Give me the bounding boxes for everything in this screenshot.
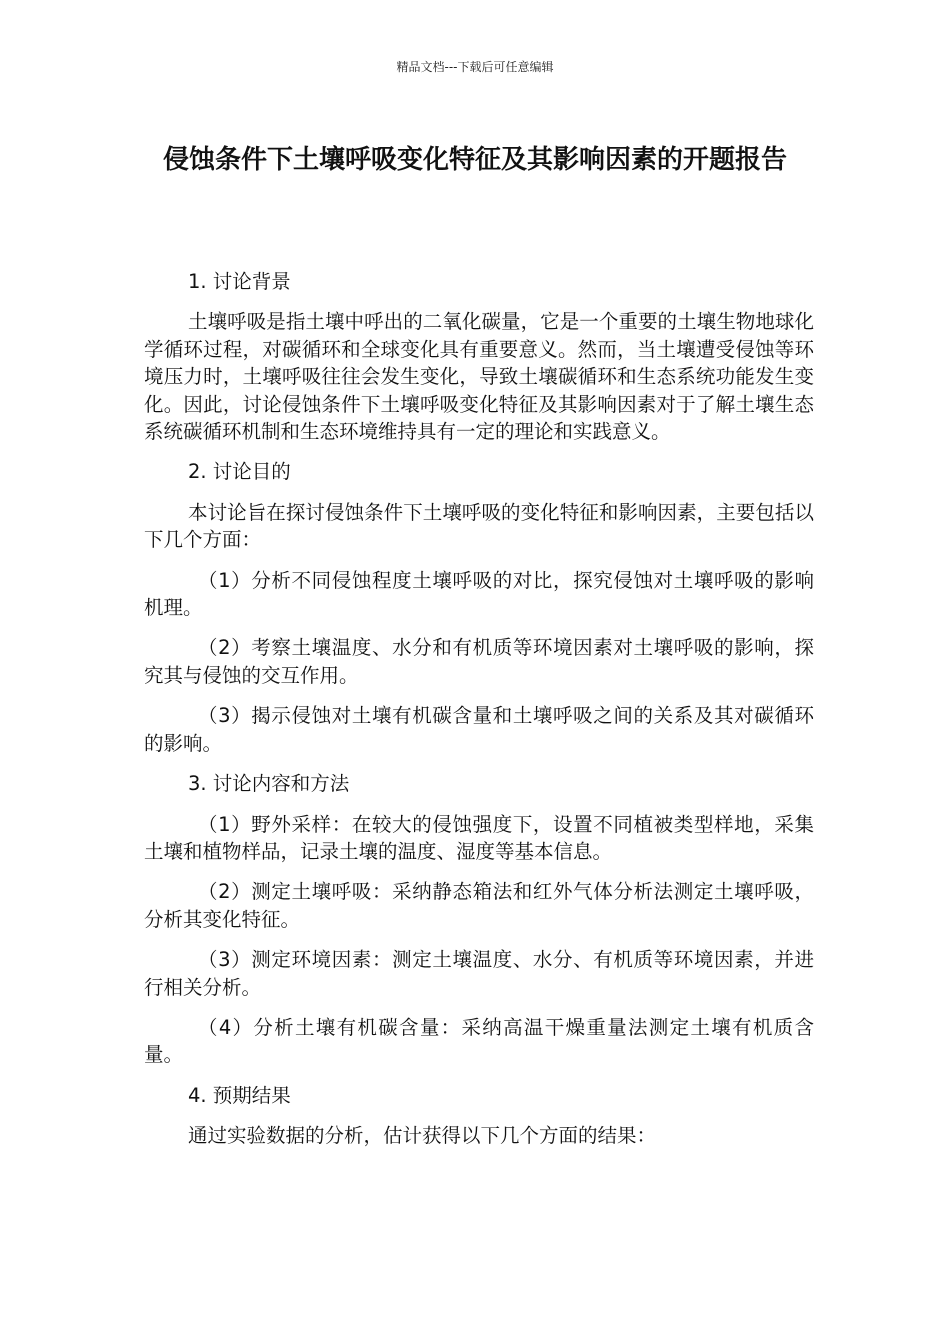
expected-results-intro: 通过实验数据的分析，估计获得以下几个方面的结果： <box>188 1124 657 1148</box>
background-paragraph: 土壤呼吸是指土壤中呼出的二氧化碳量，它是一个重要的土壤生物地球化学循环过程，对碳循环和全球变化具有重要意义。然而，当土壤遭受侵蚀等环境压力时，土壤呼吸往往会发生变化，导致土壤碳循环和生态系统功能发生变化。因此，讨论侵蚀条件下土壤呼吸变化特征及其影响因素对于了解土壤生态系统碳循环机制和生态环境维持具有一定的理论和实践意义。 <box>144 310 814 444</box>
section-heading-expected-results: 4. 预期结果 <box>188 1083 291 1107</box>
methods-item: （3）测定环境因素：测定土壤温度、水分、有机质等环境因素，并进行相关分析。 <box>144 948 814 999</box>
purpose-item: （2）考察土壤温度、水分和有机质等环境因素对土壤呼吸的影响，探究其与侵蚀的交互作用。 <box>144 636 814 687</box>
methods-item: （1）野外采样：在较大的侵蚀强度下，设置不同植被类型样地，采集土壤和植物样品，记录土壤的温度、湿度等基本信息。 <box>144 812 814 863</box>
document-title: 侵蚀条件下土壤呼吸变化特征及其影响因素的开题报告 <box>162 145 787 175</box>
purpose-item: （3）揭示侵蚀对土壤有机碳含量和土壤呼吸之间的关系及其对碳循环的影响。 <box>144 704 814 755</box>
header-note: 精品文档---下载后可任意编辑 <box>396 60 554 74</box>
purpose-item: （1）分析不同侵蚀程度土壤呼吸的对比，探究侵蚀对土壤呼吸的影响机理。 <box>144 568 814 620</box>
methods-item: （2）测定土壤呼吸：采纳静态箱法和红外气体分析法测定土壤呼吸，分析其变化特征。 <box>144 880 814 931</box>
section-heading-background: 1. 讨论背景 <box>188 270 291 293</box>
methods-item: （4）分析土壤有机碳含量：采纳高温干燥重量法测定土壤有机质含量。 <box>144 1015 814 1067</box>
document-body <box>144 268 814 1163</box>
section-heading-purpose: 2. 讨论目的 <box>188 460 291 484</box>
purpose-intro: 本讨论旨在探讨侵蚀条件下土壤呼吸的变化特征和影响因素，主要包括以下几个方面： <box>144 500 814 552</box>
section-heading-methods: 3. 讨论内容和方法 <box>188 772 350 796</box>
